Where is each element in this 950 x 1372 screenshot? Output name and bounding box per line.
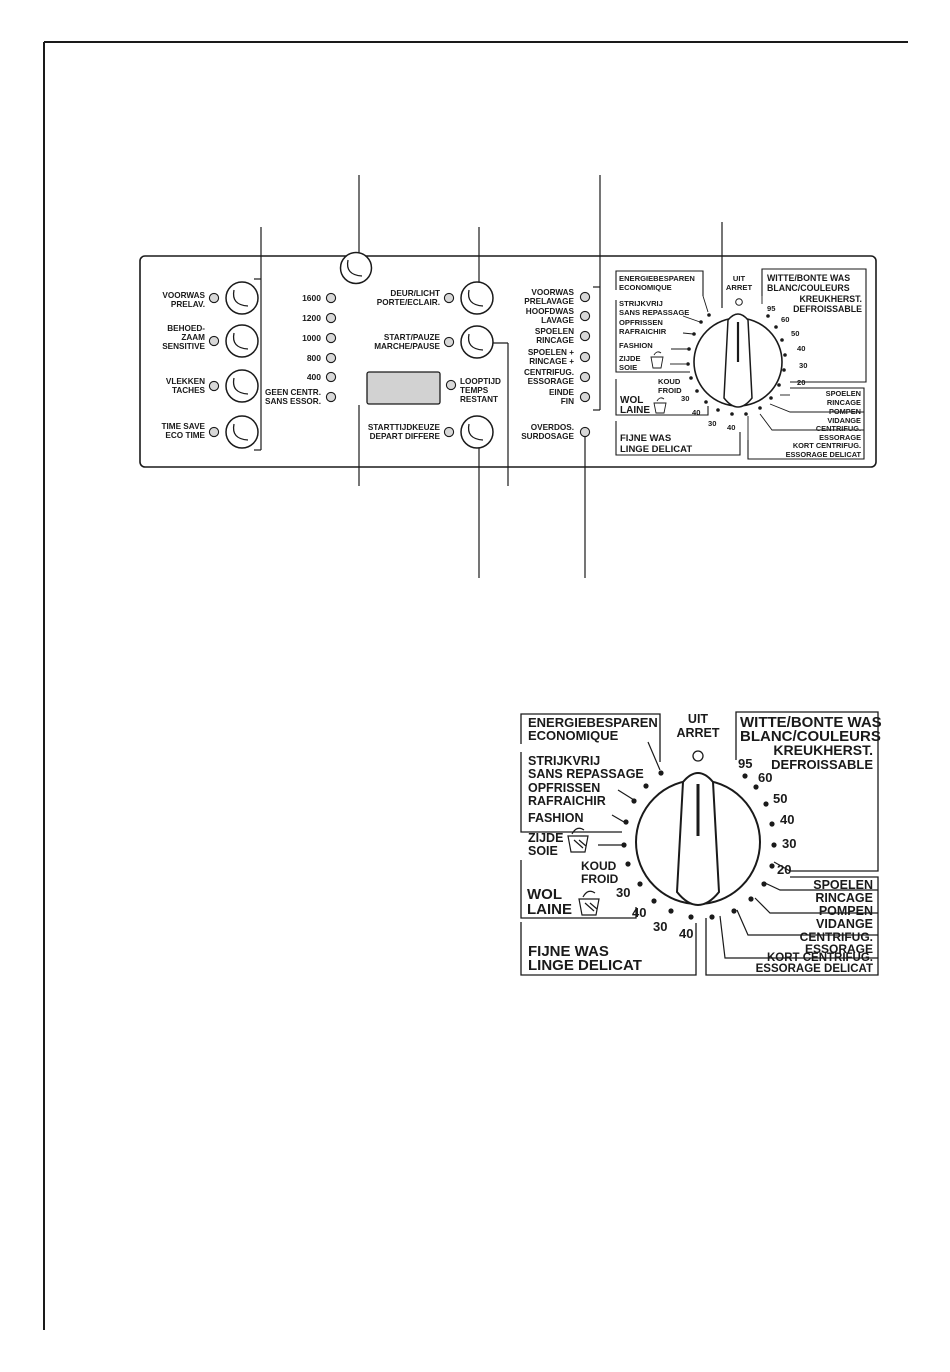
- panel-handwash-icon-silk: [651, 352, 663, 368]
- door-light-led: [444, 293, 453, 302]
- time-save-led: [209, 427, 218, 436]
- spin-speed-button[interactable]: [341, 253, 372, 284]
- panel-off-nl: UIT: [732, 274, 746, 283]
- phase-mainwash-led: [580, 311, 589, 320]
- panel-delicate-40: 40: [727, 423, 736, 432]
- panel-delicate-30: 30: [708, 419, 717, 428]
- start-pause-button[interactable]: [461, 326, 493, 358]
- detail-delicate-fr: LINGE DELICAT: [528, 957, 642, 974]
- panel-refresh-nl: OPFRISSEN: [619, 318, 663, 327]
- run-time-label-3: RESTANT: [460, 395, 499, 404]
- detail-handwash-icon-wool: [579, 891, 599, 915]
- spin-speed-group: [265, 253, 371, 407]
- detail-wool-fr: LAINE: [527, 901, 572, 918]
- phase-spin-nl: CENTRIFUG.: [523, 368, 574, 377]
- phase-prewash-led: [580, 292, 589, 301]
- phase-spin-led: [580, 372, 589, 381]
- page-frame: [44, 42, 908, 1330]
- run-time-label-1: LOOPTIJD: [460, 377, 501, 386]
- panel-silk-nl: ZIJDE: [619, 354, 641, 363]
- panel-cold-nl: KOUD: [658, 377, 681, 386]
- panel-cotton-95: 95: [767, 304, 776, 313]
- panel-spin-fr: ESSORAGE: [819, 433, 861, 442]
- start-pause-led: [444, 337, 453, 346]
- panel-refresh-fr: RAFRAICHIR: [619, 327, 667, 336]
- panel-cotton-30: 30: [799, 361, 808, 370]
- panel-economy-nl: ENERGIEBESPAREN: [619, 274, 695, 283]
- sensitive-label-3: SENSITIVE: [162, 342, 205, 351]
- detail-fashion: FASHION: [528, 811, 584, 825]
- panel-cotton-20: 20: [797, 378, 806, 387]
- phase-mainwash-fr: LAVAGE: [541, 316, 574, 325]
- detail-off-fr: ARRET: [676, 726, 720, 740]
- phase-end-led: [580, 392, 589, 401]
- detail-off-nl: UIT: [687, 712, 709, 726]
- prewash-button-row: [162, 282, 258, 314]
- detail-shortspin-fr: ESSORAGE DELICAT: [755, 963, 873, 975]
- panel-drain-nl: POMPEN: [828, 407, 861, 416]
- sensitive-label-1: BEHOED-: [167, 324, 205, 333]
- panel-cotton-l2: BLANC/COULEURS: [767, 283, 850, 293]
- phase-spin-fr: ESSORAGE: [527, 377, 574, 386]
- run-time-led: [446, 380, 455, 389]
- stains-button[interactable]: [226, 370, 258, 402]
- no-spin-label-fr: SANS ESSOR.: [265, 397, 321, 406]
- spin-1000-led: [326, 333, 335, 342]
- spin-400-led: [326, 372, 335, 381]
- no-spin-label-nl: GEEN CENTR.: [265, 388, 321, 397]
- detail-spin-nl: CENTRIFUG.: [799, 930, 873, 944]
- prewash-label-fr: PRELAV.: [170, 300, 205, 309]
- phase-prewash-fr: PRELAVAGE: [524, 297, 574, 306]
- prewash-button[interactable]: [226, 282, 258, 314]
- detail-cotton-l2: BLANC/COULEURS: [740, 728, 881, 745]
- spin-1200-led: [326, 313, 335, 322]
- detail-cold-nl: KOUD: [581, 859, 617, 873]
- panel-shortspin-fr: ESSORAGE DELICAT: [785, 450, 861, 459]
- detail-shortspin-nl: KORT CENTRIFUG.: [766, 952, 873, 964]
- program-dial-detail: [521, 712, 882, 975]
- detail-wool-nl: WOL: [527, 886, 562, 903]
- phase-rinse-plus-nl: SPOELEN +: [527, 348, 574, 357]
- detail-drain-fr: VIDANGE: [816, 917, 873, 931]
- panel-delicate-fr: LINGE DELICAT: [620, 444, 693, 455]
- time-save-button[interactable]: [226, 416, 258, 448]
- detail-cotton-l1: WITTE/BONTE WAS: [740, 714, 882, 731]
- spin-1600-label: 1600: [302, 293, 321, 303]
- panel-nonion-fr: SANS REPASSAGE: [619, 308, 690, 317]
- detail-delicate-nl: FIJNE WAS: [528, 943, 609, 960]
- run-time-label-2: TEMPS: [460, 386, 489, 395]
- spin-400-label: 400: [306, 372, 321, 382]
- overdose-label-nl: OVERDOS.: [530, 423, 574, 432]
- panel-rinse-fr: RINCAGE: [826, 398, 861, 407]
- panel-off-marker: [736, 299, 743, 306]
- control-panel: [140, 175, 876, 578]
- detail-wool-30: 30: [616, 885, 631, 900]
- panel-program-knob[interactable]: [694, 314, 782, 407]
- detail-rinse-nl: SPOELEN: [813, 878, 873, 892]
- phase-indicators: [521, 288, 589, 441]
- detail-silk-fr: SOIE: [528, 844, 558, 858]
- phase-rinse-led: [580, 331, 589, 340]
- detail-cotton-l3: KREUKHERST.: [773, 742, 873, 758]
- detail-off-marker: [693, 751, 703, 761]
- time-save-label-nl: TIME SAVE: [161, 422, 205, 431]
- left-option-group: [161, 282, 258, 448]
- panel-cotton-l4: DEFROISSABLE: [793, 304, 862, 314]
- detail-nonion-nl: STRIJKVRIJ: [528, 754, 601, 768]
- detail-refresh-nl: OPFRISSEN: [528, 781, 601, 795]
- detail-cotton-20: 20: [777, 862, 792, 877]
- phase-rinse-plus-led: [580, 352, 589, 361]
- detail-cotton-95: 95: [738, 756, 753, 771]
- panel-program-dial: [616, 269, 866, 459]
- spin-800-led: [326, 353, 335, 362]
- panel-drain-fr: VIDANGE: [827, 416, 861, 425]
- overdose-led: [580, 427, 589, 436]
- panel-shortspin-nl: KORT CENTRIFUG.: [792, 441, 861, 450]
- panel-fashion: FASHION: [619, 341, 653, 350]
- panel-handwash-icon-wool: [654, 398, 666, 413]
- overdose-label-fr: SURDOSAGE: [521, 432, 574, 441]
- phase-mainwash-nl: HOOFDWAS: [525, 307, 574, 316]
- time-display: [367, 372, 440, 404]
- panel-delicate-nl: FIJNE WAS: [620, 433, 672, 444]
- detail-cotton-l4: DEFROISSABLE: [771, 757, 873, 772]
- sensitive-button[interactable]: [226, 325, 258, 357]
- panel-wool-30: 30: [681, 394, 690, 403]
- start-pause-label-nl: START/PAUZE: [383, 333, 440, 342]
- panel-cotton-40: 40: [797, 344, 806, 353]
- detail-delicate-30: 30: [653, 919, 668, 934]
- spin-1200-label: 1200: [302, 313, 321, 323]
- phase-prewash-nl: VOORWAS: [531, 288, 574, 297]
- detail-cotton-30: 30: [782, 836, 797, 851]
- detail-refresh-fr: RAFRAICHIR: [528, 794, 606, 808]
- door-light-button[interactable]: [461, 282, 493, 314]
- panel-wool-fr: LAINE: [620, 405, 650, 416]
- delay-start-label-fr: DEPART DIFFERE: [369, 432, 440, 441]
- detail-cotton-40: 40: [780, 812, 795, 827]
- phase-end-nl: EINDE: [548, 388, 574, 397]
- panel-cotton-50: 50: [791, 329, 800, 338]
- time-save-label-fr: ECO TIME: [165, 431, 205, 440]
- panel-cotton-60: 60: [781, 315, 790, 324]
- panel-cotton-l1: WITTE/BONTE WAS: [767, 273, 851, 283]
- middle-controls: [368, 282, 501, 448]
- detail-cotton-50: 50: [773, 791, 788, 806]
- detail-spin-fr: ESSORAGE: [804, 942, 873, 956]
- panel-spin-nl: CENTRIFUG.: [815, 424, 861, 433]
- stains-label-fr: TACHES: [171, 386, 205, 395]
- door-light-label-nl: DEUR/LICHT: [390, 289, 440, 298]
- detail-program-knob[interactable]: [636, 773, 760, 905]
- panel-rinse-nl: SPOELEN: [825, 389, 861, 398]
- detail-wool-40: 40: [632, 905, 647, 920]
- panel-silk-fr: SOIE: [619, 363, 638, 372]
- stains-led: [209, 381, 218, 390]
- prewash-label-nl: VOORWAS: [162, 291, 205, 300]
- phase-rinse-nl: SPOELEN: [534, 327, 574, 336]
- sensitive-button-row: [162, 324, 258, 357]
- detail-silk-nl: ZIJDE: [528, 831, 564, 845]
- detail-delicate-40: 40: [679, 926, 694, 941]
- panel-economy-fr: ECONOMIQUE: [619, 283, 672, 292]
- phase-rinse-fr: RINCAGE: [536, 336, 574, 345]
- panel-nonion-nl: STRIJKVRIJ: [619, 299, 663, 308]
- stains-button-row: [166, 370, 258, 402]
- sensitive-led: [209, 336, 218, 345]
- prewash-led: [209, 293, 218, 302]
- delay-start-led: [444, 427, 453, 436]
- detail-economy-fr: ECONOMIQUE: [528, 728, 619, 743]
- panel-cold-fr: FROID: [658, 386, 682, 395]
- panel-off-fr: ARRET: [725, 283, 753, 292]
- start-pause-label-fr: MARCHE/PAUSE: [374, 342, 440, 351]
- detail-rinse-fr: RINCAGE: [815, 891, 873, 905]
- sensitive-label-2: ZAAM: [181, 333, 205, 342]
- panel-wool-nl: WOL: [620, 395, 644, 406]
- spin-1600-led: [326, 293, 335, 302]
- detail-cotton-60: 60: [758, 770, 773, 785]
- no-spin-led: [326, 392, 335, 401]
- detail-drain-nl: POMPEN: [818, 904, 873, 918]
- stains-label-nl: VLEKKEN: [165, 377, 205, 386]
- detail-cold-fr: FROID: [581, 872, 619, 886]
- spin-1000-label: 1000: [302, 333, 321, 343]
- panel-wool-40: 40: [692, 408, 701, 417]
- spin-800-label: 800: [306, 353, 321, 363]
- delay-start-button[interactable]: [461, 416, 493, 448]
- delay-start-label-nl: STARTTIJDKEUZE: [367, 423, 440, 432]
- phase-rinse-plus-fr: RINCAGE +: [529, 357, 574, 366]
- phase-end-fr: FIN: [560, 397, 574, 406]
- door-light-label-fr: PORTE/ECLAIR.: [376, 298, 440, 307]
- detail-economy-nl: ENERGIEBESPAREN: [528, 715, 658, 730]
- detail-nonion-fr: SANS REPASSAGE: [528, 767, 644, 781]
- panel-cotton-l3: KREUKHERST.: [799, 294, 862, 304]
- time-save-button-row: [161, 416, 258, 448]
